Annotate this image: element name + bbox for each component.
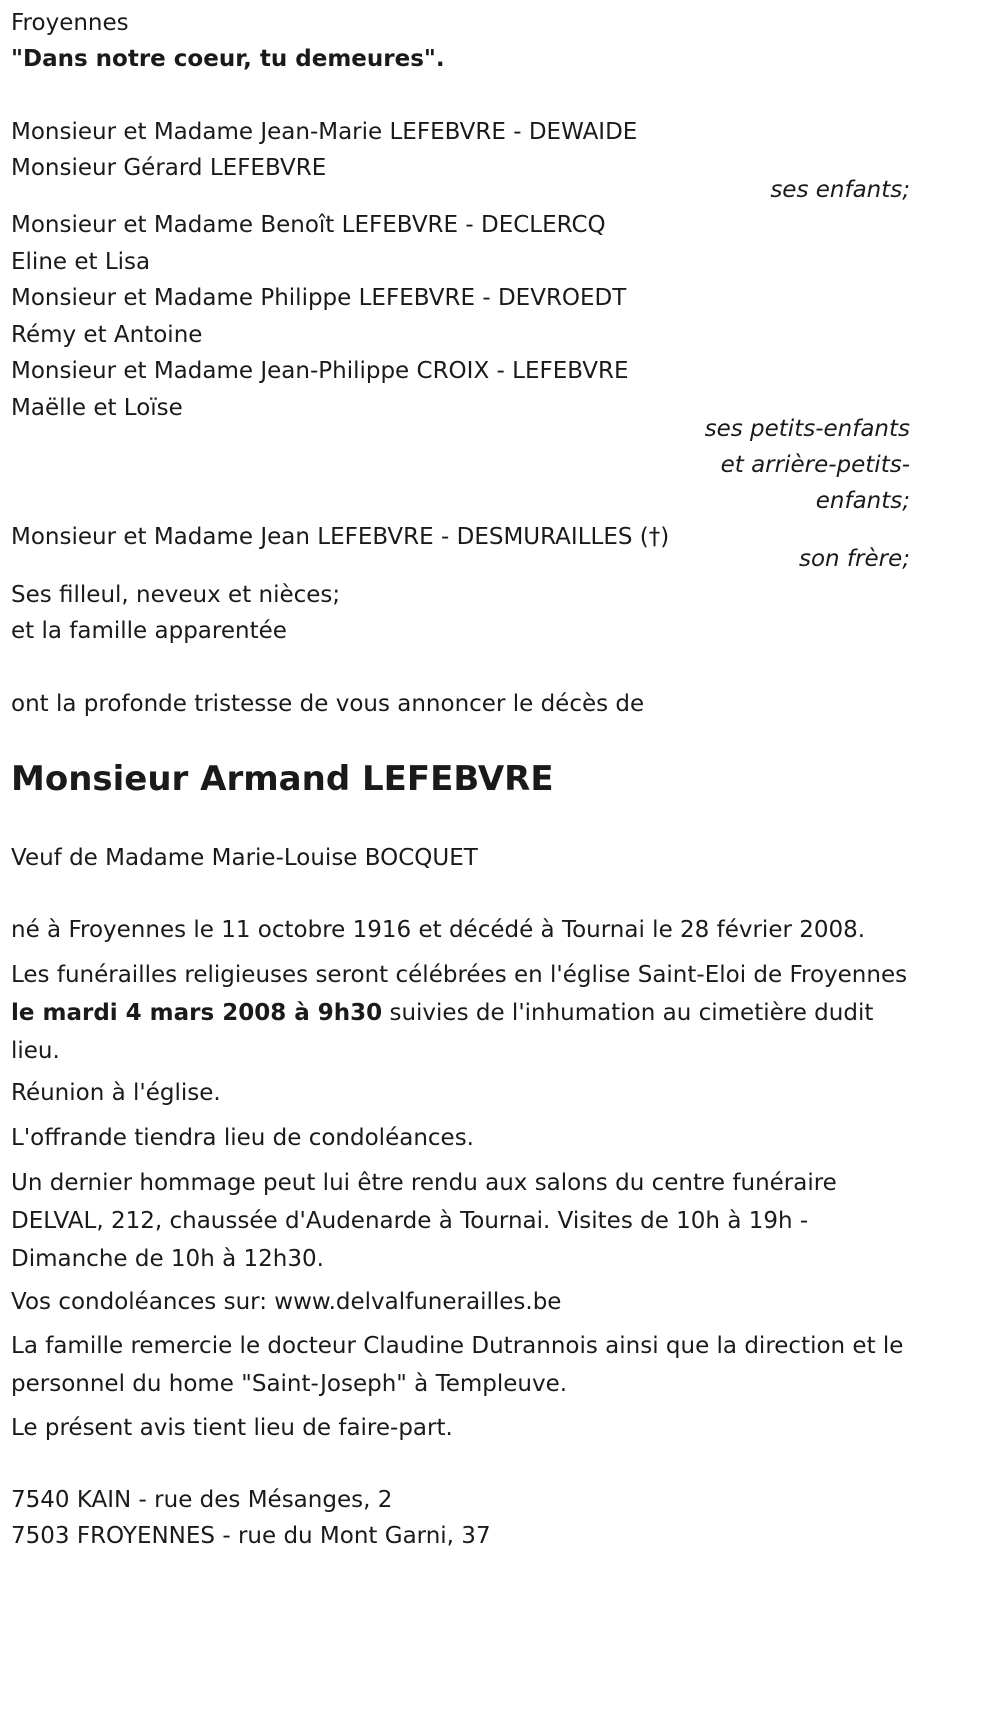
grandchildren-role: ses petits-enfants [704,416,910,442]
grandchildren-role: et arrière-petits- [720,452,910,478]
meeting-line: Réunion à l'église. [11,1080,221,1106]
brother-line: Monsieur et Madame Jean LEFEBVRE - DESMURAILLES (†) [11,524,670,550]
grandchild-line: Eline et Lisa [11,249,151,275]
address-line: 7503 FROYENNES - rue du Mont Garni, 37 [11,1523,491,1549]
location-line: Froyennes [11,10,129,36]
dates-line: né à Froyennes le 11 octobre 1916 et décédé à Tournai le 28 février 2008. [11,917,866,943]
children-role: ses enfants; [770,177,910,203]
child-line: Monsieur et Madame Jean-Marie LEFEBVRE - DEWAIDE [11,119,638,145]
announcement-line: ont la profonde tristesse de vous annoncer le décès de [11,691,645,717]
condolences-line: Vos condoléances sur: www.delvalfunerailles.be [11,1289,562,1315]
others-line: Ses filleul, neveux et nièces; [11,582,341,608]
grandchild-line: Monsieur et Madame Jean-Philippe CROIX - LEFEBVRE [11,358,629,384]
quote-line: "Dans notre coeur, tu demeures". [11,46,445,72]
spouse-line: Veuf de Madame Marie-Louise BOCQUET [11,845,478,871]
address-line: 7540 KAIN - rue des Mésanges, 2 [11,1487,393,1513]
grandchild-line: Maëlle et Loïse [11,395,183,421]
funeral-text: Les funérailles religieuses seront célébrées en l'église Saint-Eloi de Froyennes [11,962,908,988]
offering-line: L'offrande tiendra lieu de condoléances. [11,1125,474,1151]
tribute-paragraph: Un dernier hommage peut lui être rendu aux salons du centre funéraire DELVAL, 212, chaussée d'Audenarde à Tournai. Visites de 10h à 19h - Dimanche de 10h à 12h30. [11,1170,837,1272]
grandchild-line: Monsieur et Madame Benoît LEFEBVRE - DECLERCQ [11,212,606,238]
deceased-name: Monsieur Armand LEFEBVRE [11,759,554,799]
child-line: Monsieur Gérard LEFEBVRE [11,155,327,181]
grandchildren-role: enfants; [815,488,910,514]
others-line: et la famille apparentée [11,618,287,644]
brother-role: son frère; [798,546,910,572]
grandchild-line: Rémy et Antoine [11,322,203,348]
grandchild-line: Monsieur et Madame Philippe LEFEBVRE - DEVROEDT [11,285,627,311]
thanks-paragraph: La famille remercie le docteur Claudine Dutrannois ainsi que la direction et le personnel du home "Saint-Joseph" à Templeuve. [11,1333,904,1397]
funeral-paragraph [11,956,911,1070]
funeral-text: suivies de l'inhumation au cimetière dudit lieu. [11,1000,874,1064]
notice-line: Le présent avis tient lieu de faire-part. [11,1415,453,1441]
funeral-date: le mardi 4 mars 2008 à 9h30 [11,1000,383,1026]
